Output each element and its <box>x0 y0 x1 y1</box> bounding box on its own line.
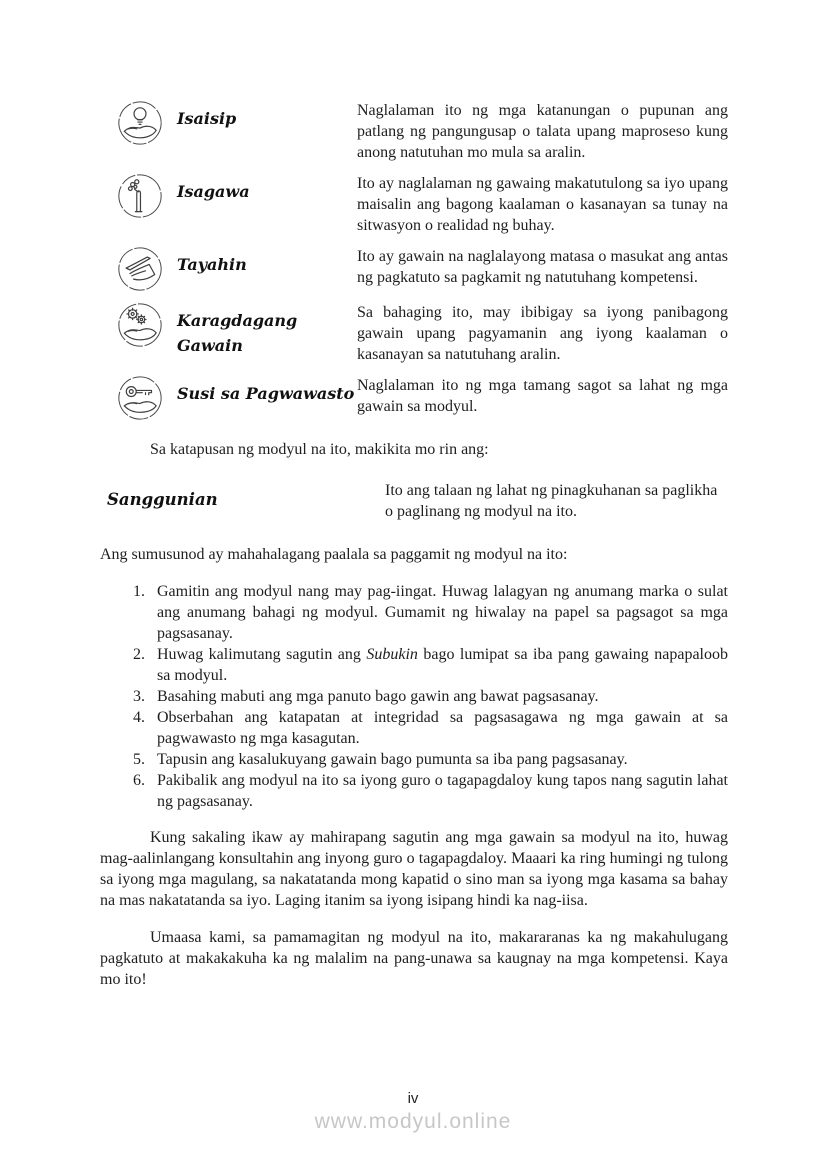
list-number: 1. <box>133 583 145 600</box>
sanggunian-description: Ito ang talaan ng lahat ng pinagkuhanan sa paglikha o paglinang ng modyul na ito. <box>385 482 718 520</box>
key-hand-icon <box>100 375 177 421</box>
list-item <box>133 749 728 770</box>
page-content <box>100 100 728 1006</box>
legend-description: Naglalaman ito ng mga katanungan o pupunan ang patlang ng pangungusap o talata upang maproseso kung anong natutuhan mo mula sa aralin. <box>357 102 728 161</box>
legend-description: Ito ay gawain na naglalayong matasa o masukat ang antas ng pagkatuto sa pagkamit ng natutuhang kompetensi. <box>357 248 728 286</box>
list-item-text: Gamitin ang modyul nang may pag-iingat. Huwag lalagyan ng anumang marka o sulat ang anumang bahagi ng modyul. Gumamit ng hiwalay na papel sa pagsagot sa mga pagsasanay. <box>157 583 728 642</box>
legend-label: Isagawa <box>177 182 250 201</box>
page-number: iv <box>407 1090 419 1107</box>
list-number: 6. <box>133 772 145 789</box>
list-item <box>133 770 728 812</box>
legend-row-susi-sa-pagwawasto <box>100 375 728 421</box>
legend-label: Tayahin <box>177 255 247 274</box>
list-item <box>133 707 728 749</box>
legend-label: Karagdagang Gawain <box>177 311 298 355</box>
legend-description: Sa bahaging ito, may ibibigay sa iyong panibagong gawain upang pagyamanin ang iyong kaalaman o kasanayan sa natutuhang aralin. <box>357 304 728 363</box>
body-paragraph: Kung sakaling ikaw ay mahirapang sagutin ang mga gawain sa modyul na ito, huwag mag-aalinlangang konsultahin ang inyong guro o tagapagdaloy. Maaari ka ring humingi ng tulong sa iyong mga magulang, sa nakatatanda mong kapatid o sino man sa iyong mga kasama sa bahay na mas nakatatanda sa iyo. Laging itanim sa iyong isipang hindi ka nag-iisa. <box>100 829 728 909</box>
italic-term: Subukin <box>366 646 418 663</box>
sanggunian-label: Sanggunian <box>107 490 218 509</box>
list-item-text: Pakibalik ang modyul na ito sa iyong guro o tagapagdaloy kung tapos nang sagutin lahat ng pagsasanay. <box>157 772 728 810</box>
legend-description: Naglalaman ito ng mga tamang sagot sa lahat ng mga gawain sa modyul. <box>357 377 728 415</box>
list-item <box>133 686 728 707</box>
closing-line: Sa katapusan ng modyul na ito, makikita mo rin ang: <box>150 441 489 458</box>
list-item <box>133 581 728 644</box>
body-paragraph: Umaasa kami, sa pamamagitan ng modyul na ito, makararanas ka ng makahulugang pagkatuto at makakakuha ka ng malalim na pang-unawa sa kaugnay na mga kompetensi. Kaya mo ito! <box>100 929 728 988</box>
legend-label: Isaisip <box>177 109 237 128</box>
list-number: 2. <box>133 646 145 663</box>
reminders-intro: Ang sumusunod ay mahahalagang paalala sa paggamit ng modyul na ito: <box>100 546 568 563</box>
pen-writing-hand-icon <box>100 246 177 292</box>
list-number: 5. <box>133 751 145 768</box>
legend-row-isaisip <box>100 100 728 163</box>
lightbulb-hand-icon <box>100 100 177 163</box>
legend-description: Ito ay naglalaman ng gawaing makatutulong sa iyo upang maisalin ang bagong kaalaman o kasanayan sa tunay na sitwasyon o realidad ng buhay. <box>357 175 728 234</box>
list-item-text: Huwag kalimutang sagutin ang Subukin bago lumipat sa iba pang gawaing napapaloob sa modyul. <box>157 646 728 684</box>
legend-label: Susi sa Pagwawasto <box>177 384 355 403</box>
legend-row-tayahin <box>100 246 728 292</box>
list-item-text: Tapusin ang kasalukuyang gawain bago pumunta sa iba pang pagsasanay. <box>157 751 628 768</box>
list-item <box>133 644 728 686</box>
list-number: 4. <box>133 709 145 726</box>
raised-arm-icon <box>100 173 177 236</box>
legend-row-isagawa <box>100 173 728 236</box>
gears-hand-icon <box>100 302 177 365</box>
list-item-text: Obserbahan ang katapatan at integridad sa pagsasagawa ng mga gawain at sa pagwawasto ng mga kasagutan. <box>157 709 728 747</box>
watermark: www.modyul.online <box>314 1110 512 1133</box>
legend-row-karagdagang-gawain <box>100 302 728 365</box>
list-number: 3. <box>133 688 145 705</box>
list-item-text: Basahing mabuti ang mga panuto bago gawin ang bawat pagsasanay. <box>157 688 599 705</box>
reminders-list <box>133 581 728 812</box>
sanggunian-row <box>100 480 728 522</box>
